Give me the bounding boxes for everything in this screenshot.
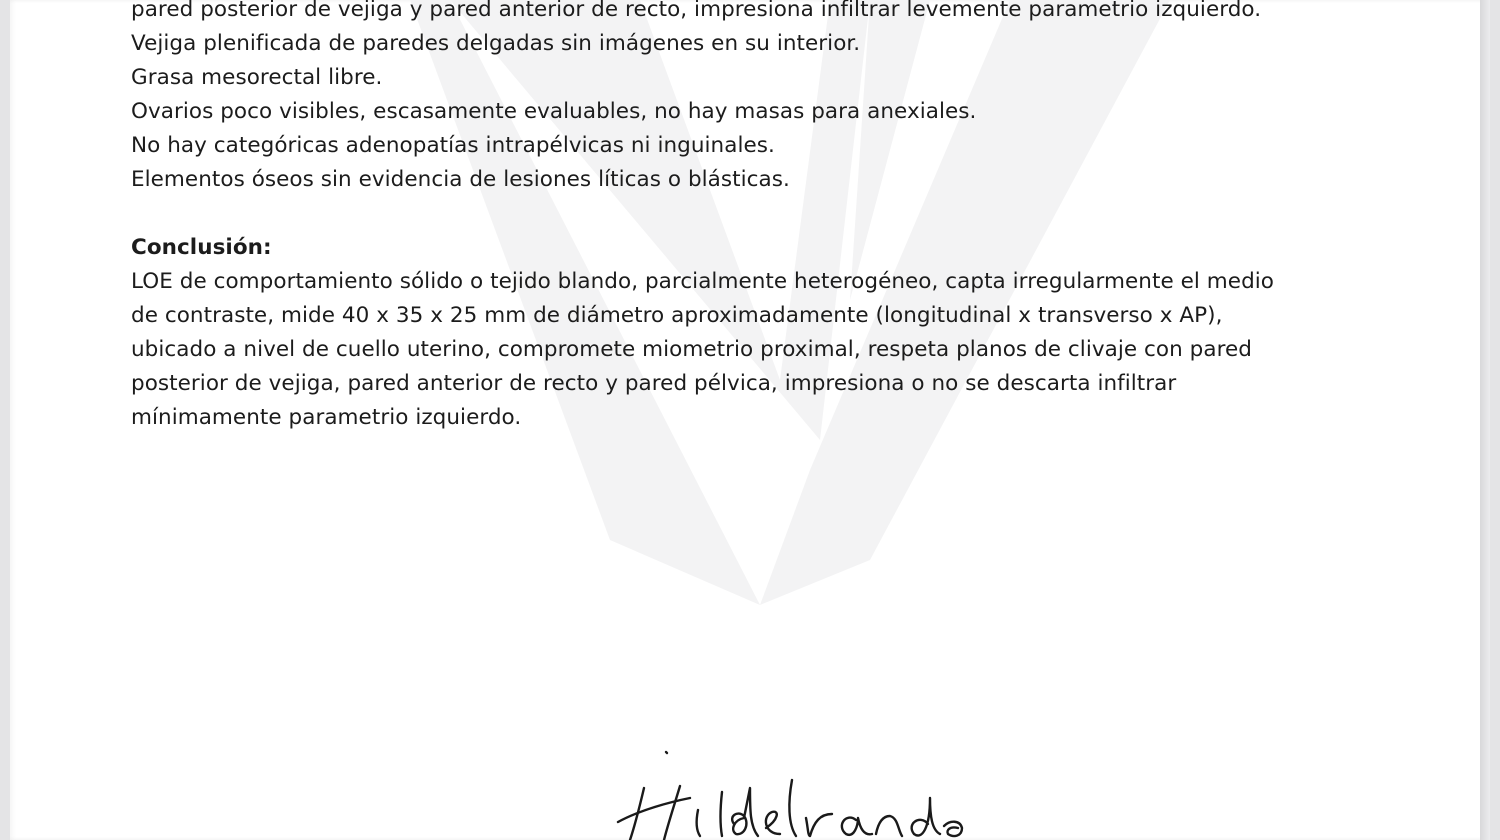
conclusion-heading: Conclusión: <box>131 235 272 260</box>
findings-line: Ovarios poco visibles, escasamente evaluables, no hay masas para anexiales. <box>131 99 977 124</box>
conclusion-line: LOE de comportamiento sólido o tejido blando, parcialmente heterogéneo, capta irregularmente el medio <box>131 269 1274 294</box>
findings-line: No hay categóricas adenopatías intrapélvicas ni inguinales. <box>131 133 775 158</box>
conclusion-line: mínimamente parametrio izquierdo. <box>131 405 522 430</box>
findings-line: pared posterior de vejiga y pared anterior de recto, impresiona infiltrar levemente parametrio izquierdo. <box>131 0 1262 22</box>
conclusion-line: ubicado a nivel de cuello uterino, compromete miometrio proximal, respeta planos de clivaje con pared <box>131 337 1252 362</box>
document-page <box>10 0 1490 840</box>
findings-line: Grasa mesorectal libre. <box>131 65 383 90</box>
paragraph-gap <box>131 197 1391 231</box>
conclusion-line: de contraste, mide 40 x 35 x 25 mm de diámetro aproximadamente (longitudinal x transverso x AP), <box>131 303 1223 328</box>
handwritten-signature <box>610 740 970 840</box>
findings-line: Vejiga plenificada de paredes delgadas sin imágenes en su interior. <box>131 31 861 56</box>
conclusion-line: posterior de vejiga, pared anterior de recto y pared pélvica, impresiona o no se descarta infiltrar <box>131 371 1177 396</box>
report-body <box>131 0 1391 435</box>
findings-line: Elementos óseos sin evidencia de lesiones líticas o blásticas. <box>131 167 790 192</box>
page-edge <box>1480 0 1490 840</box>
